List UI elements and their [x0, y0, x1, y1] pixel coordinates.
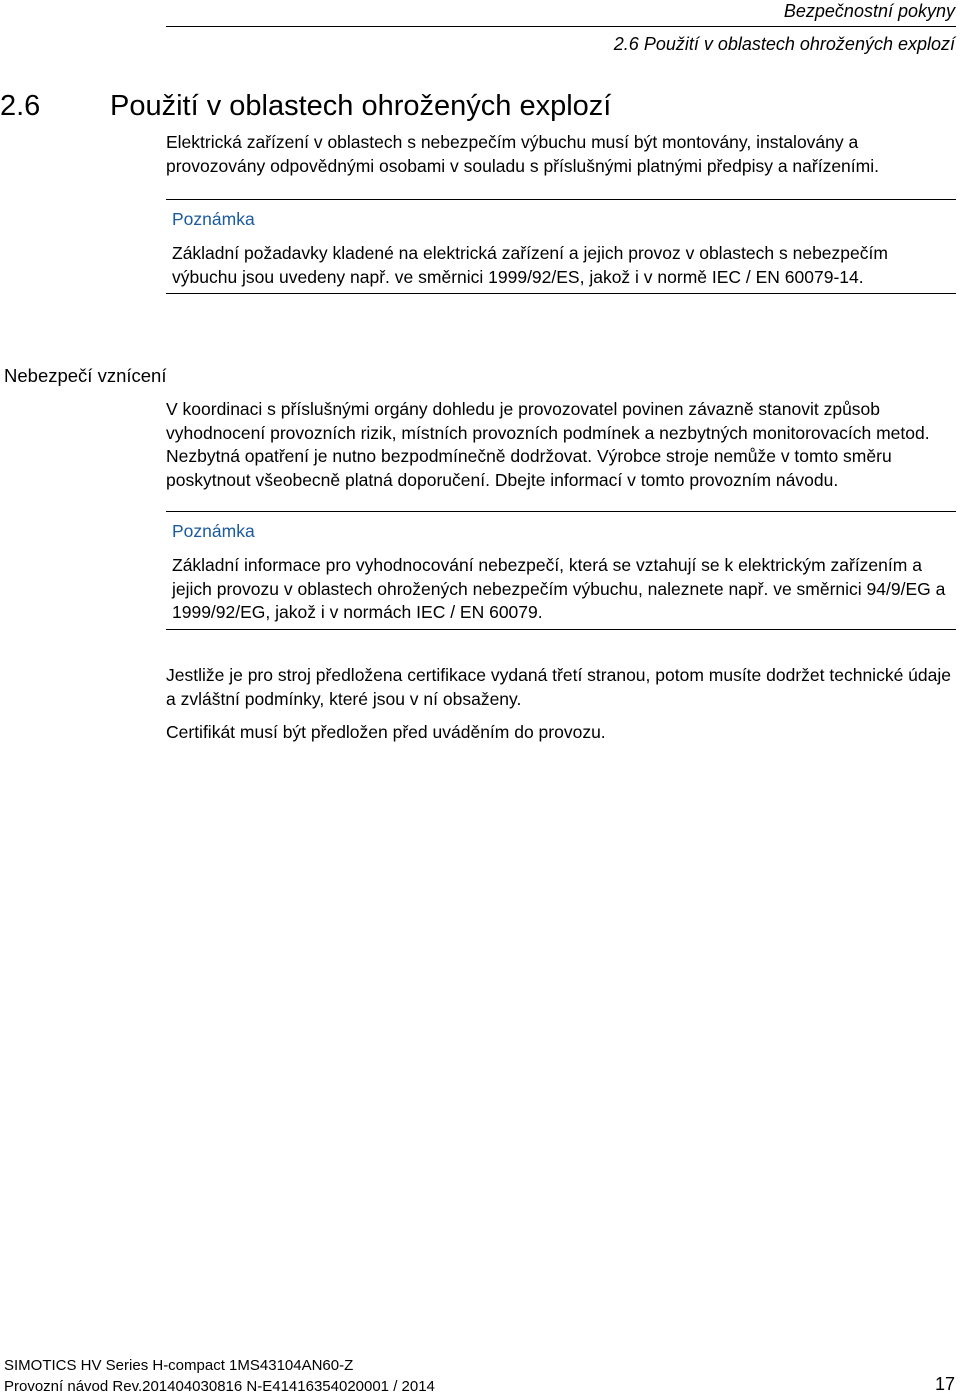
note-title: Poznámka [172, 521, 255, 541]
certificate-paragraph: Jestliže je pro stroj předložena certifikace vydaná třetí stranou, potom musíte dodržet technické údaje a zvláštní podmínky, které jsou v ní obsaženy. [166, 665, 951, 709]
note-text: Základní požadavky kladené na elektrická zařízení a jejich provoz v oblastech s nebezpečím výbuchu jsou uvedeny např. ve směrnici 1999/92/ES, jakož i v normě IEC / EN 60079-14. [172, 243, 888, 287]
note-top-rule [166, 511, 956, 512]
note-bottom-rule [166, 629, 956, 630]
header-section: 2.6 Použití v oblastech ohrožených explozí [613, 34, 955, 54]
note-top-rule [166, 199, 956, 200]
section-title: Použití v oblastech ohrožených explozí [110, 90, 612, 122]
note-title: Poznámka [172, 209, 255, 229]
intro-paragraph: Elektrická zařízení v oblastech s nebezpečím výbuchu musí být montovány, instalovány a provozovány odpovědnými osobami v souladu s příslušnými platnými předpisy a nařízeními. [166, 132, 879, 176]
certificate-paragraph-2: Certifikát musí být předložen před uváděním do provozu. [166, 722, 606, 742]
header-chapter: Bezpečnostní pokyny [783, 1, 955, 21]
note-bottom-rule [166, 293, 956, 294]
footer-product: SIMOTICS HV Series H-compact 1MS43104AN60-Z [4, 1357, 354, 1374]
warning-text: V koordinaci s příslušnými orgány dohledu je provozovatel povinen závazně stanovit způsob vyhodnocení provozních rizik, místních provozních podmínek a nezbytných monitorovacích metod. Nezbytná opatření je nutno bezpodmínečně dodržovat. Výrobce stroje nemůže v tomto směru poskytnout všeobecně platná doporučení. Dbejte informací v tomto provozním návodu. [166, 399, 930, 490]
section-number: 2.6 [0, 90, 41, 122]
warning-title: Nebezpečí vznícení [4, 365, 167, 386]
note-block-2 [166, 511, 956, 630]
note-block-1 [166, 199, 956, 294]
header-divider [166, 26, 956, 27]
section-heading [0, 88, 611, 124]
footer-document-id: Provozní návod Rev.201404030816 N-E41416354020001 / 2014 [4, 1378, 435, 1395]
note-text: Základní informace pro vyhodnocování nebezpečí, která se vztahují se k elektrickým zařízením a jejich provozu v oblastech ohrožených nebezpečím výbuchu, naleznete např. ve směrnici 94/9/EG a 1999/92/EG, jakož i v normách IEC / EN 60079. [172, 555, 946, 622]
page-number: 17 [934, 1374, 955, 1394]
